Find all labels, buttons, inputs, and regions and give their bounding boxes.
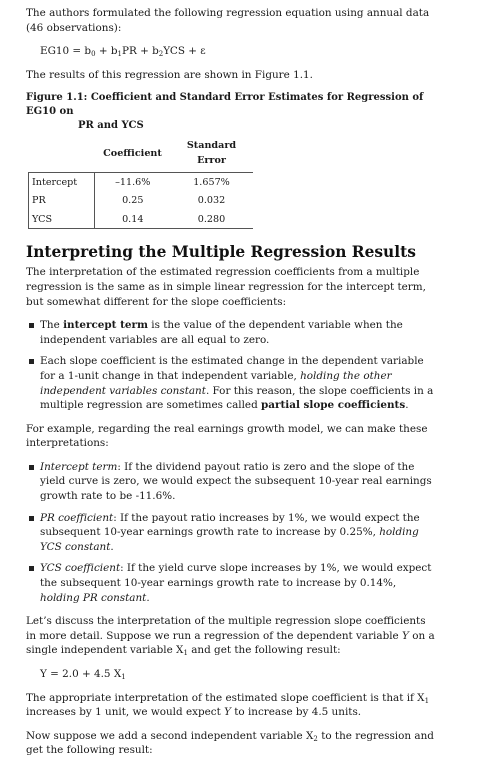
list-text: Each slope coefficient is the estimated change in the dependent variable for a 1-unit change in that independent variable,	[40, 355, 424, 382]
list-item	[26, 460, 437, 504]
equation-text: Y = 2.0 + 4.5 X	[40, 668, 122, 680]
italic-label: Intercept term	[40, 460, 118, 473]
paragraph-text: and get the following result:	[187, 644, 341, 657]
bold-term: partial slope coefficients	[261, 399, 406, 412]
italic-text: holding the other independent variables constant	[40, 369, 392, 397]
paragraph-text: The appropriate interpretation of the estimated slope coefficient is that if X	[26, 691, 425, 704]
row-label: Intercept	[29, 172, 95, 191]
section-heading: Interpreting the Multiple Regression Results	[26, 243, 416, 262]
eq-part1: + b	[95, 45, 118, 58]
variable-y: Y	[224, 706, 231, 719]
italic-text: holding PR constant	[40, 591, 147, 604]
table-header-row	[29, 139, 253, 172]
subscript: 2	[313, 734, 318, 743]
table-row	[29, 191, 253, 210]
bullet-icon	[29, 359, 34, 364]
second-variable-paragraph	[26, 729, 437, 758]
paragraph-text: Now suppose we add a second independent variable X	[26, 729, 314, 742]
list-text: : If the yield curve slope increases by 1%, we would expect the subsequent 10-year earnings growth rate to increase by 0.14%,	[40, 562, 432, 590]
paragraph-text: Let’s discuss the interpretation of the multiple regression slope coefficients in more detail. Suppose we run a regression of the dependent variable	[26, 615, 426, 642]
slope-interpretation-paragraph	[26, 691, 437, 720]
list-item	[26, 354, 437, 412]
list-text: . For this reason, the slope coefficients in a multiple regression are sometimes called	[40, 384, 434, 412]
header-coefficient: Coefficient	[103, 147, 162, 159]
table-row	[29, 210, 253, 229]
simple-regression-equation	[26, 667, 437, 682]
italic-label: PR coefficient	[40, 511, 114, 524]
eq-sub2: 2	[158, 50, 164, 59]
figure-caption-line1: Figure 1.1: Coefficient and Standard Error Estimates for Regression of EG10 on	[26, 92, 424, 118]
intro-text: The authors formulated the following regression equation using annual data (46 observations):	[26, 7, 430, 34]
row-coefficient: 0.14	[95, 210, 171, 229]
list-text: .	[146, 591, 150, 604]
row-standard-error: 0.032	[197, 195, 226, 207]
list-text: : If the payout ratio increases by 1%, we would expect the subsequent 10-year earnings growth rate to increase by 0.25%,	[40, 511, 420, 539]
row-coefficient: 0.25	[122, 195, 144, 207]
list-item	[26, 561, 437, 605]
eq-part2: PR + b	[121, 45, 159, 58]
list-text: .	[405, 399, 409, 412]
row-standard-error: 0.280	[171, 210, 253, 229]
list-text: is the value of the dependent variable when the independent variables are all equal to zero.	[40, 319, 403, 346]
interpretation-paragraph: The interpretation of the estimated regression coefficients from a multiple regression is the same as in simple linear regression for the intercept term, but somewhat different for the slope coefficients:	[26, 266, 426, 308]
list-item	[26, 511, 437, 555]
list-text: The	[40, 319, 64, 332]
paragraph-text: increases by 1 unit, we would expect	[26, 706, 225, 719]
italic-text: holding YCS constant	[40, 526, 419, 553]
row-standard-error: 1.657%	[171, 172, 253, 191]
table-row	[29, 172, 253, 191]
eq-lhs: EG10 = b	[40, 45, 92, 58]
paragraph-text: to increase by 4.5 units.	[230, 706, 362, 719]
results-line: The results of this regression are shown in Figure 1.1.	[26, 68, 313, 81]
subscript: 1	[424, 696, 430, 705]
row-label: YCS	[29, 210, 95, 229]
variable-y: Y	[402, 629, 409, 642]
eq-sub0: 0	[91, 50, 96, 59]
example-list	[26, 460, 437, 605]
list-text: : If the dividend payout ratio is zero and the slope of the yield curve is zero, we would expect the subsequent 10-year real earnings growth rate to be -11.6%.	[40, 460, 432, 503]
bullet-icon	[29, 323, 34, 328]
row-label: PR	[29, 191, 95, 210]
example-paragraph: For example, regarding the real earnings growth model, we can make these interpretations:	[26, 422, 428, 450]
bullet-icon	[29, 566, 34, 571]
bullet-icon	[29, 516, 34, 521]
paragraph-text: to the regression and get the following result:	[26, 729, 434, 757]
row-coefficient: –11.6%	[95, 172, 171, 191]
coefficient-table	[28, 139, 253, 229]
paragraph-text: on a single independent variable X	[26, 629, 435, 657]
bold-term: intercept term	[63, 319, 148, 332]
regression-equation	[26, 44, 437, 59]
list-text: .	[110, 540, 114, 553]
figure-caption	[26, 91, 437, 133]
subscript: 1	[183, 649, 188, 658]
discussion-paragraph	[26, 614, 437, 658]
eq-sub1: 1	[117, 50, 122, 59]
list-item	[26, 318, 437, 347]
interpretation-list	[26, 318, 437, 413]
figure-caption-line2: PR and YCS	[78, 120, 144, 132]
subscript: 1	[121, 673, 126, 681]
header-standard-error: Standard Error	[186, 140, 237, 166]
italic-label: YCS coefficient	[40, 562, 121, 575]
bullet-icon	[29, 465, 34, 470]
eq-part3: YCS + ε	[163, 45, 206, 58]
